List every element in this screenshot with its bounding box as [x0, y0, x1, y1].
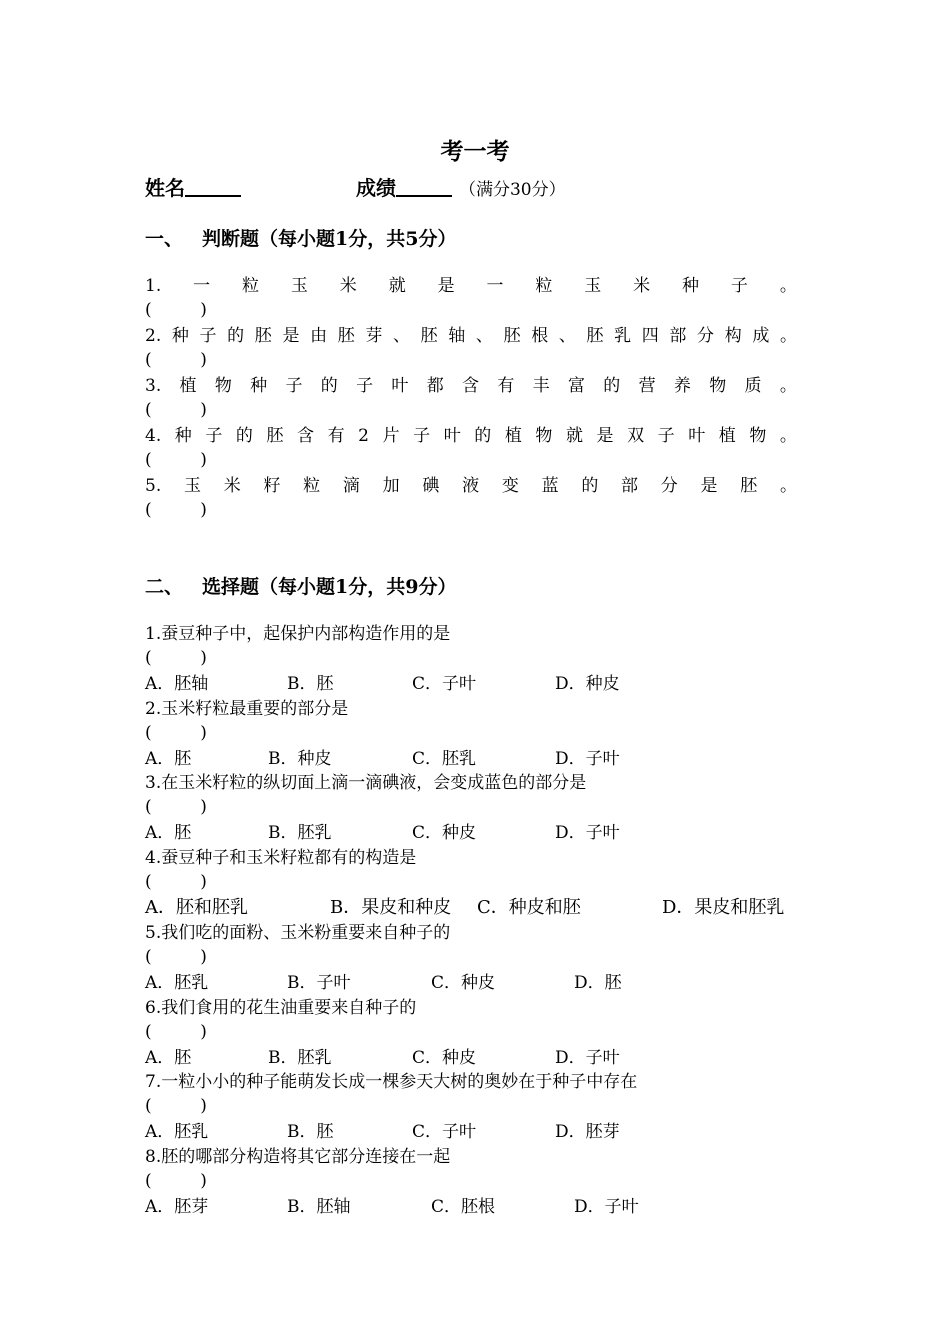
page-title: 考一考	[440, 138, 510, 165]
statement-char: 加	[382, 476, 400, 496]
answer-parentheses[interactable]: ( )	[145, 1022, 207, 1042]
question-text: 2.玉米籽粒最重要的部分是	[145, 699, 349, 719]
statement-char: 胚	[503, 326, 521, 346]
statement-char: 有	[497, 376, 515, 396]
statement-char: 叶	[688, 426, 706, 446]
statement-char: 1.	[145, 276, 162, 296]
question-text: 1.蚕豆种子中，起保护内部构造作用的是	[145, 624, 451, 644]
true-false-statement	[145, 375, 797, 397]
answer-parentheses[interactable]: ( )	[145, 450, 207, 470]
option-a[interactable]: A．胚和胚乳	[145, 897, 248, 918]
statement-char: 粒	[535, 276, 553, 296]
true-false-statement	[145, 275, 797, 297]
option-d[interactable]: D．胚芽	[555, 1122, 620, 1142]
answer-parentheses[interactable]: ( )	[145, 947, 207, 967]
statement-char: 5.	[145, 476, 162, 496]
statement-char: 胚	[586, 326, 604, 346]
answer-parentheses[interactable]: ( )	[145, 400, 207, 420]
statement-char: 玉	[183, 476, 201, 496]
answer-parentheses[interactable]: ( )	[145, 1171, 207, 1191]
statement-char: 丰	[532, 376, 550, 396]
statement-char: 米	[339, 276, 357, 296]
statement-char: 、	[393, 326, 410, 346]
option-d[interactable]: D．种皮	[555, 674, 620, 694]
score-note: （满分30分）	[458, 180, 566, 200]
statement-char: 富	[567, 376, 585, 396]
statement-char: 。	[779, 376, 797, 396]
option-d[interactable]: D．子叶	[555, 823, 620, 843]
option-c[interactable]: C．子叶	[412, 1122, 477, 1142]
statement-char: 构	[724, 326, 742, 346]
section-heading-multiple-choice	[145, 572, 456, 599]
statement-char: 子	[413, 426, 431, 446]
option-a[interactable]: A．胚	[145, 823, 192, 843]
statement-char: 一	[486, 276, 504, 296]
statement-char: 分	[697, 326, 715, 346]
statement-char: 植	[504, 426, 522, 446]
statement-char: 物	[709, 376, 727, 396]
statement-char: 胚	[740, 476, 758, 496]
statement-char: 。	[779, 276, 797, 296]
answer-parentheses[interactable]: ( )	[145, 300, 207, 320]
statement-char: 种	[682, 276, 700, 296]
statement-char: 有	[327, 426, 345, 446]
statement-char: 物	[749, 426, 767, 446]
statement-char: 芽	[365, 326, 383, 346]
statement-char: 成	[752, 326, 770, 346]
statement-char: 双	[627, 426, 645, 446]
section-title: 选择题（每小题1分，共9分）	[202, 576, 457, 598]
section-heading-true-false	[145, 224, 456, 251]
statement-char: 胚	[254, 326, 272, 346]
statement-char: 粒	[303, 476, 321, 496]
statement-char: 。	[779, 326, 797, 346]
option-b[interactable]: B．胚	[287, 674, 334, 694]
statement-char: 液	[462, 476, 480, 496]
statement-char: 就	[565, 426, 583, 446]
statement-char: 蓝	[541, 476, 559, 496]
statement-char: 的	[603, 376, 621, 396]
statement-char: 的	[235, 426, 253, 446]
statement-char: 是	[700, 476, 718, 496]
true-false-statement	[145, 475, 797, 497]
statement-char: 4.	[145, 426, 162, 446]
option-c[interactable]: C．种皮	[412, 1048, 477, 1068]
name-blank[interactable]	[185, 177, 241, 197]
statement-char: 片	[382, 426, 400, 446]
statement-char: 籽	[263, 476, 281, 496]
statement-char: 滴	[342, 476, 360, 496]
statement-char: 3.	[145, 376, 162, 396]
statement-char: 子	[205, 426, 223, 446]
statement-char: 子	[356, 376, 374, 396]
true-false-statement	[145, 425, 797, 447]
statement-char: 米	[223, 476, 241, 496]
question-text: 4.蚕豆种子和玉米籽粒都有的构造是	[145, 848, 417, 868]
statement-char: 是	[596, 426, 614, 446]
option-c[interactable]: C．胚乳	[412, 749, 477, 769]
answer-parentheses[interactable]: ( )	[145, 350, 207, 370]
statement-char: 是	[437, 276, 455, 296]
statement-char: 营	[638, 376, 656, 396]
statement-char: 胚	[420, 326, 438, 346]
statement-char: 乳	[614, 326, 632, 346]
statement-char: 含	[297, 426, 315, 446]
answer-parentheses[interactable]: ( )	[145, 723, 207, 743]
statement-char: 就	[388, 276, 406, 296]
statement-char: 2	[358, 426, 369, 446]
statement-char: 、	[558, 326, 576, 346]
statement-char: 玉	[290, 276, 308, 296]
option-b[interactable]: B．胚轴	[287, 1197, 351, 1217]
option-a[interactable]: A．胚乳	[145, 973, 209, 993]
answer-parentheses[interactable]: ( )	[145, 872, 207, 892]
statement-char: 子	[657, 426, 675, 446]
answer-parentheses[interactable]: ( )	[145, 1096, 207, 1116]
statement-char: 粒	[242, 276, 260, 296]
statement-char: 。	[779, 426, 797, 446]
statement-char: 变	[501, 476, 519, 496]
statement-char: 的	[474, 426, 492, 446]
statement-char: 种	[250, 376, 268, 396]
option-d[interactable]: D．胚	[574, 973, 622, 993]
score-label: 成绩	[356, 176, 396, 200]
statement-char: 物	[535, 426, 553, 446]
statement-char: 子	[285, 376, 303, 396]
option-b[interactable]: B．子叶	[287, 973, 351, 993]
option-d[interactable]: D．果皮和胚乳	[662, 897, 785, 918]
statement-char: 植	[179, 376, 197, 396]
section-number: 一、	[145, 228, 184, 250]
option-d[interactable]: D．子叶	[555, 1048, 620, 1068]
option-c[interactable]: C．种皮	[431, 973, 496, 993]
statement-char: 子	[199, 326, 217, 346]
statement-char: 玉	[584, 276, 602, 296]
question-text: 5.我们吃的面粉、玉米粉重要来自种子的	[145, 923, 451, 943]
statement-char: 分	[660, 476, 678, 496]
option-b[interactable]: B．果皮和种皮	[330, 897, 452, 918]
option-a[interactable]: A．胚	[145, 749, 192, 769]
option-d[interactable]: D．子叶	[574, 1197, 639, 1217]
statement-char: 含	[462, 376, 480, 396]
true-false-statement	[145, 325, 797, 347]
statement-char: 叶	[391, 376, 409, 396]
option-c[interactable]: C．种皮和胚	[477, 897, 581, 918]
name-field	[145, 172, 241, 201]
section-number: 二、	[145, 576, 184, 598]
statement-char: 、	[475, 326, 493, 346]
statement-char: 质	[744, 376, 762, 396]
option-a[interactable]: A．胚	[145, 1048, 192, 1068]
score-field	[356, 172, 566, 201]
statement-char: 米	[633, 276, 651, 296]
section-title: 判断题（每小题1分，共5分）	[202, 228, 457, 250]
statement-char: 子	[730, 276, 748, 296]
option-b[interactable]: B．胚	[287, 1122, 334, 1142]
statement-char: 种	[174, 426, 192, 446]
statement-char: 的	[320, 376, 338, 396]
answer-parentheses[interactable]: ( )	[145, 500, 207, 520]
option-c[interactable]: C．子叶	[412, 674, 477, 694]
option-b[interactable]: B．胚乳	[268, 1048, 332, 1068]
answer-parentheses[interactable]: ( )	[145, 797, 207, 817]
question-text: 7.一粒小小的种子能萌发长成一棵参天大树的奥妙在于种子中存在	[145, 1072, 638, 1092]
statement-char: 叶	[443, 426, 461, 446]
statement-char: 部	[621, 476, 639, 496]
option-a[interactable]: A．胚轴	[145, 674, 209, 694]
statement-char: 轴	[448, 326, 466, 346]
statement-char: 一	[193, 276, 211, 296]
question-text: 8.胚的哪部分构造将其它部分连接在一起	[145, 1147, 451, 1167]
option-b[interactable]: B．胚乳	[268, 823, 332, 843]
option-c[interactable]: C．种皮	[412, 823, 477, 843]
statement-char: 由	[310, 326, 328, 346]
statement-char: 养	[673, 376, 691, 396]
statement-char: 根	[531, 326, 549, 346]
option-d[interactable]: D．子叶	[555, 749, 620, 769]
option-a[interactable]: A．胚芽	[145, 1197, 209, 1217]
statement-char: 种	[171, 326, 189, 346]
statement-char: 四	[641, 326, 659, 346]
statement-char: 都	[426, 376, 444, 396]
statement-char: 2.	[145, 326, 162, 346]
name-label: 姓名	[145, 176, 185, 200]
statement-char: 的	[581, 476, 599, 496]
statement-char: 物	[214, 376, 232, 396]
question-text: 3.在玉米籽粒的纵切面上滴一滴碘液，会变成蓝色的部分是	[145, 773, 587, 793]
statement-char: 部	[669, 326, 687, 346]
option-c[interactable]: C．胚根	[431, 1197, 496, 1217]
statement-char: 的	[227, 326, 245, 346]
statement-char: 胚	[266, 426, 284, 446]
option-b[interactable]: B．种皮	[268, 749, 332, 769]
statement-char: 胚	[337, 326, 355, 346]
statement-char: 碘	[422, 476, 440, 496]
statement-char: 是	[282, 326, 300, 346]
score-blank[interactable]	[396, 177, 452, 197]
statement-char: 。	[779, 476, 797, 496]
option-a[interactable]: A．胚乳	[145, 1122, 209, 1142]
answer-parentheses[interactable]: ( )	[145, 648, 207, 668]
statement-char: 植	[718, 426, 736, 446]
question-text: 6.我们食用的花生油重要来自种子的	[145, 998, 417, 1018]
